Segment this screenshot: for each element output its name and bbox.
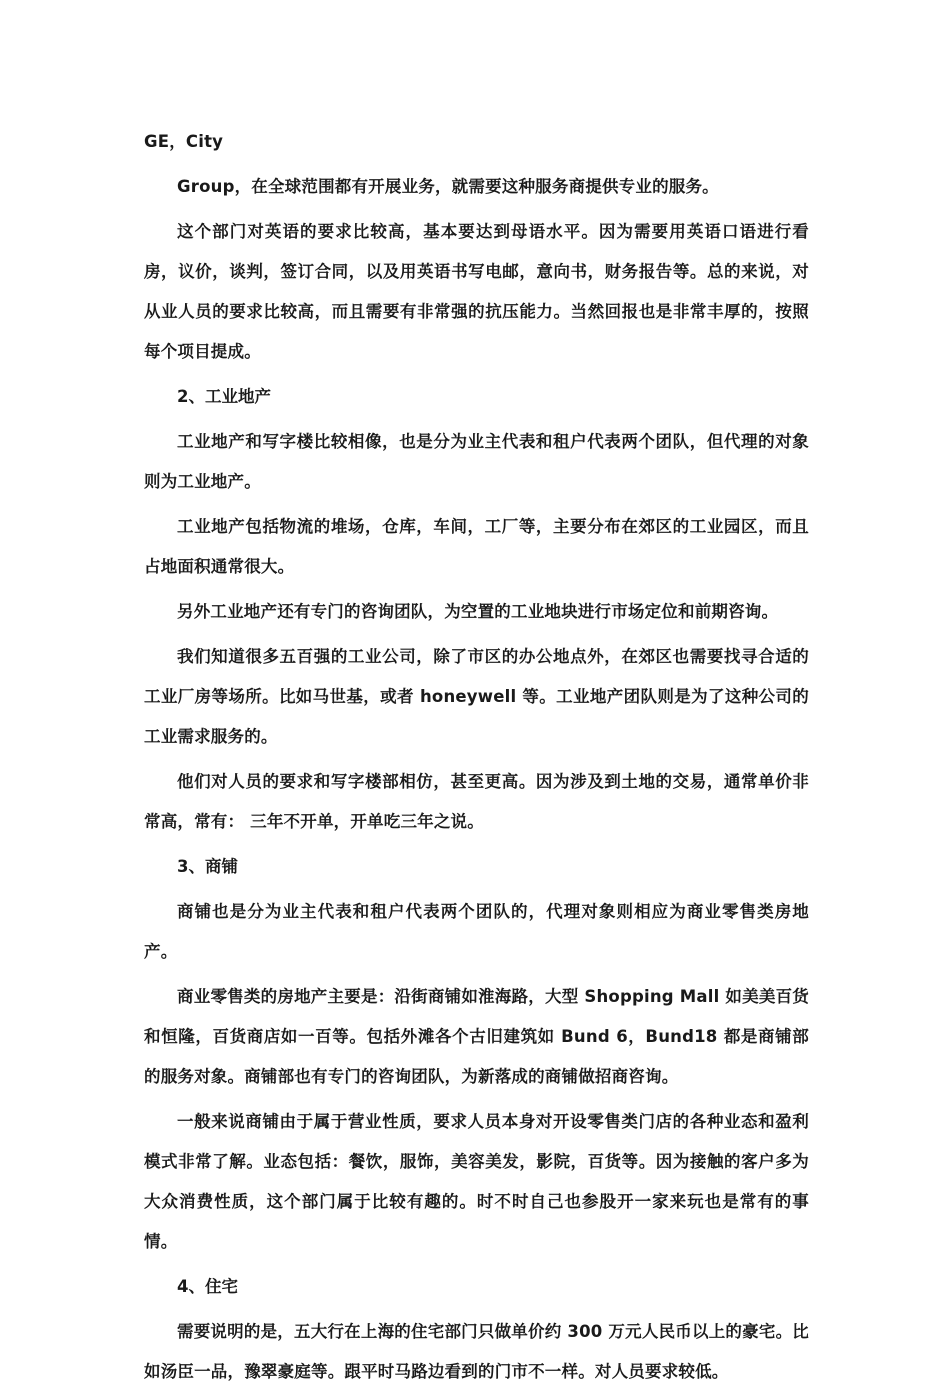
paragraph-retail-intro: 商铺也是分为业主代表和租户代表两个团队的，代理对象则相应为商业零售类房地产。: [144, 902, 809, 961]
paragraph-retail-types: 商业零售类的房地产主要是：沿街商铺如淮海路，大型 Shopping Mall 如美美百货和恒隆，百货商店如一百等。包括外滩各个古旧建筑如 Bund 6，Bund18 都是商铺部的服务对象。商铺部也有专门的咨询团队，为新落成的商铺做招商咨询。: [144, 987, 809, 1086]
paragraph-retail-requirements: 一般来说商铺由于属于营业性质，要求人员本身对开设零售类门店的各种业态和盈利模式非常了解。业态包括：餐饮，服饰，美容美发，影院，百货等。因为接触的客户多为大众消费性质，这个部门属于比较有趣的。时不时自己也参股开一家来玩也是常有的事情。: [144, 1112, 809, 1251]
paragraph-industrial-consulting: 另外工业地产还有专门的咨询团队，为空置的工业地块进行市场定位和前期咨询。: [177, 602, 779, 621]
paragraph-continuation: GE，City: [144, 132, 224, 151]
section-heading-residential: 4、住宅: [177, 1277, 238, 1296]
paragraph-english-requirements: 这个部门对英语的要求比较高，基本要达到母语水平。因为需要用英语口语进行看房，议价，谈判，签订合同，以及用英语书写电邮，意向书，财务报告等。总的来说，对从业人员的要求比较高，而且需要有非常强的抗压能力。当然回报也是非常丰厚的，按照每个项目提成。: [144, 222, 809, 361]
paragraph-industrial-types: 工业地产包括物流的堆场，仓库，车间，工厂等，主要分布在郊区的工业园区，而且占地面积通常很大。: [144, 517, 809, 576]
paragraph-residential: 需要说明的是，五大行在上海的住宅部门只做单价约 300 万元人民币以上的豪宅。比如汤臣一品，豫翠豪庭等。跟平时马路边看到的门市不一样。对人员要求较低。: [144, 1322, 809, 1381]
paragraph-industrial-requirements: 他们对人员的要求和写字楼部相仿，甚至更高。因为涉及到土地的交易，通常单价非常高，常有： 三年不开单，开单吃三年之说。: [144, 772, 809, 831]
paragraph-group-services: Group，在全球范围都有开展业务，就需要这种服务商提供专业的服务。: [177, 177, 719, 196]
section-heading-industrial: 2、工业地产: [177, 387, 271, 406]
document-body: [144, 122, 809, 1397]
paragraph-industrial-intro: 工业地产和写字楼比较相像，也是分为业主代表和租户代表两个团队，但代理的对象则为工业地产。: [144, 432, 809, 491]
section-heading-retail: 3、商铺: [177, 857, 238, 876]
paragraph-industrial-clients: 我们知道很多五百强的工业公司，除了市区的办公地点外，在郊区也需要找寻合适的工业厂房等场所。比如马世基，或者 honeywell 等。工业地产团队则是为了这种公司的工业需求服务的。: [144, 647, 809, 746]
